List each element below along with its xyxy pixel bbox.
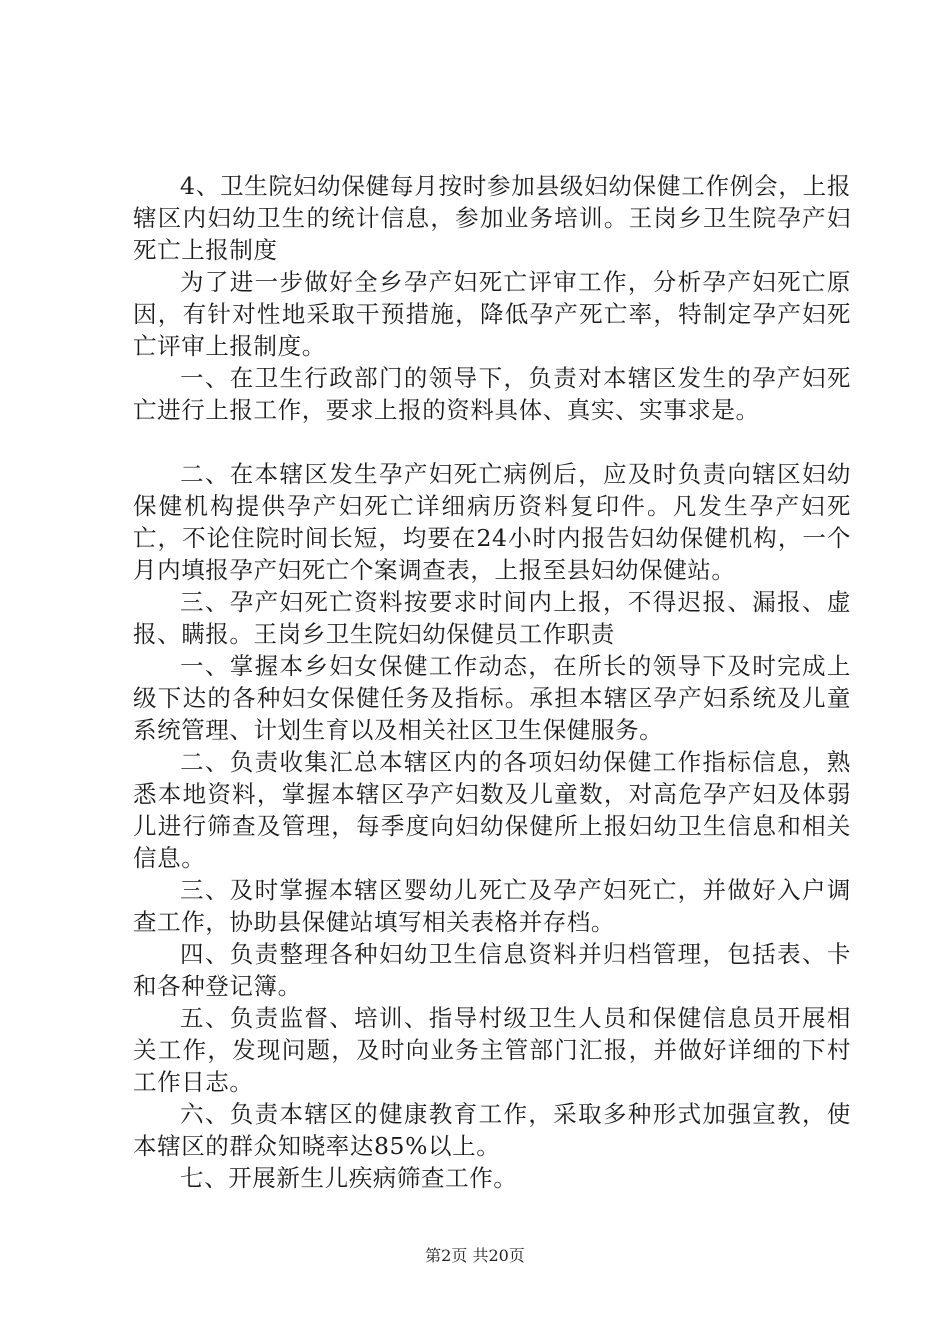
page-number-footer: 第2页 共20页	[425, 1246, 525, 1265]
document-body	[133, 170, 851, 1194]
paragraph-duty-1: 一、掌握本乡妇女保健工作动态，在所长的领导下及时完成上级下达的各种妇女保健任务及指标。承担本辖区孕产妇系统及儿童系统管理、计划生育以及相关社区卫生保健服务。	[133, 652, 851, 744]
paragraph-rule-2: 二、在本辖区发生孕产妇死亡病例后，应及时负责向辖区妇幼保健机构提供孕产妇死亡详细病历资料复印件。凡发生孕产妇死亡，不论住院时间长短，均要在24小时内报告妇幼保健机构，一个月内填报孕产妇死亡个案调查表，上报至县妇幼保健站。	[133, 460, 851, 584]
paragraph-duty-2: 二、负责收集汇总本辖区内的各项妇幼保健工作指标信息，熟悉本地资料，掌握本辖区孕产妇数及儿童数，对高危孕产妇及体弱儿进行筛查及管理，每季度向妇幼保健所上报妇幼卫生信息和相关信息。	[133, 748, 851, 872]
paragraph-duty-3: 三、及时掌握本辖区婴幼儿死亡及孕产妇死亡，并做好入户调查工作，协助县保健站填写相关表格并存档。	[133, 876, 851, 936]
paragraph-report-meeting: 4、卫生院妇幼保健每月按时参加县级妇幼保健工作例会，上报辖区内妇幼卫生的统计信息，参加业务培训。王岗乡卫生院孕产妇死亡上报制度	[133, 172, 851, 264]
paragraph-rule-3: 三、孕产妇死亡资料按要求时间内上报，不得迟报、漏报、虚报、瞒报。王岗乡卫生院妇幼保健员工作职责	[133, 588, 851, 648]
paragraph-duty-4: 四、负责整理各种妇幼卫生信息资料并归档管理，包括表、卡和各种登记簿。	[133, 940, 851, 1000]
paragraph-duty-6: 六、负责本辖区的健康教育工作，采取多种形式加强宣教，使本辖区的群众知晓率达85%以上。	[133, 1100, 851, 1160]
paragraph-review-purpose: 为了进一步做好全乡孕产妇死亡评审工作，分析孕产妇死亡原因，有针对性地采取干预措施，降低孕产死亡率，特制定孕产妇死亡评审上报制度。	[133, 268, 851, 360]
paragraph-duty-5: 五、负责监督、培训、指导村级卫生人员和保健信息员开展相关工作，发现问题，及时向业务主管部门汇报，并做好详细的下村工作日志。	[133, 1004, 851, 1096]
paragraph-rule-1: 一、在卫生行政部门的领导下，负责对本辖区发生的孕产妇死亡进行上报工作，要求上报的资料具体、真实、实事求是。	[133, 364, 851, 424]
paragraph-duty-7: 七、开展新生儿疾病筛查工作。	[180, 1164, 518, 1192]
